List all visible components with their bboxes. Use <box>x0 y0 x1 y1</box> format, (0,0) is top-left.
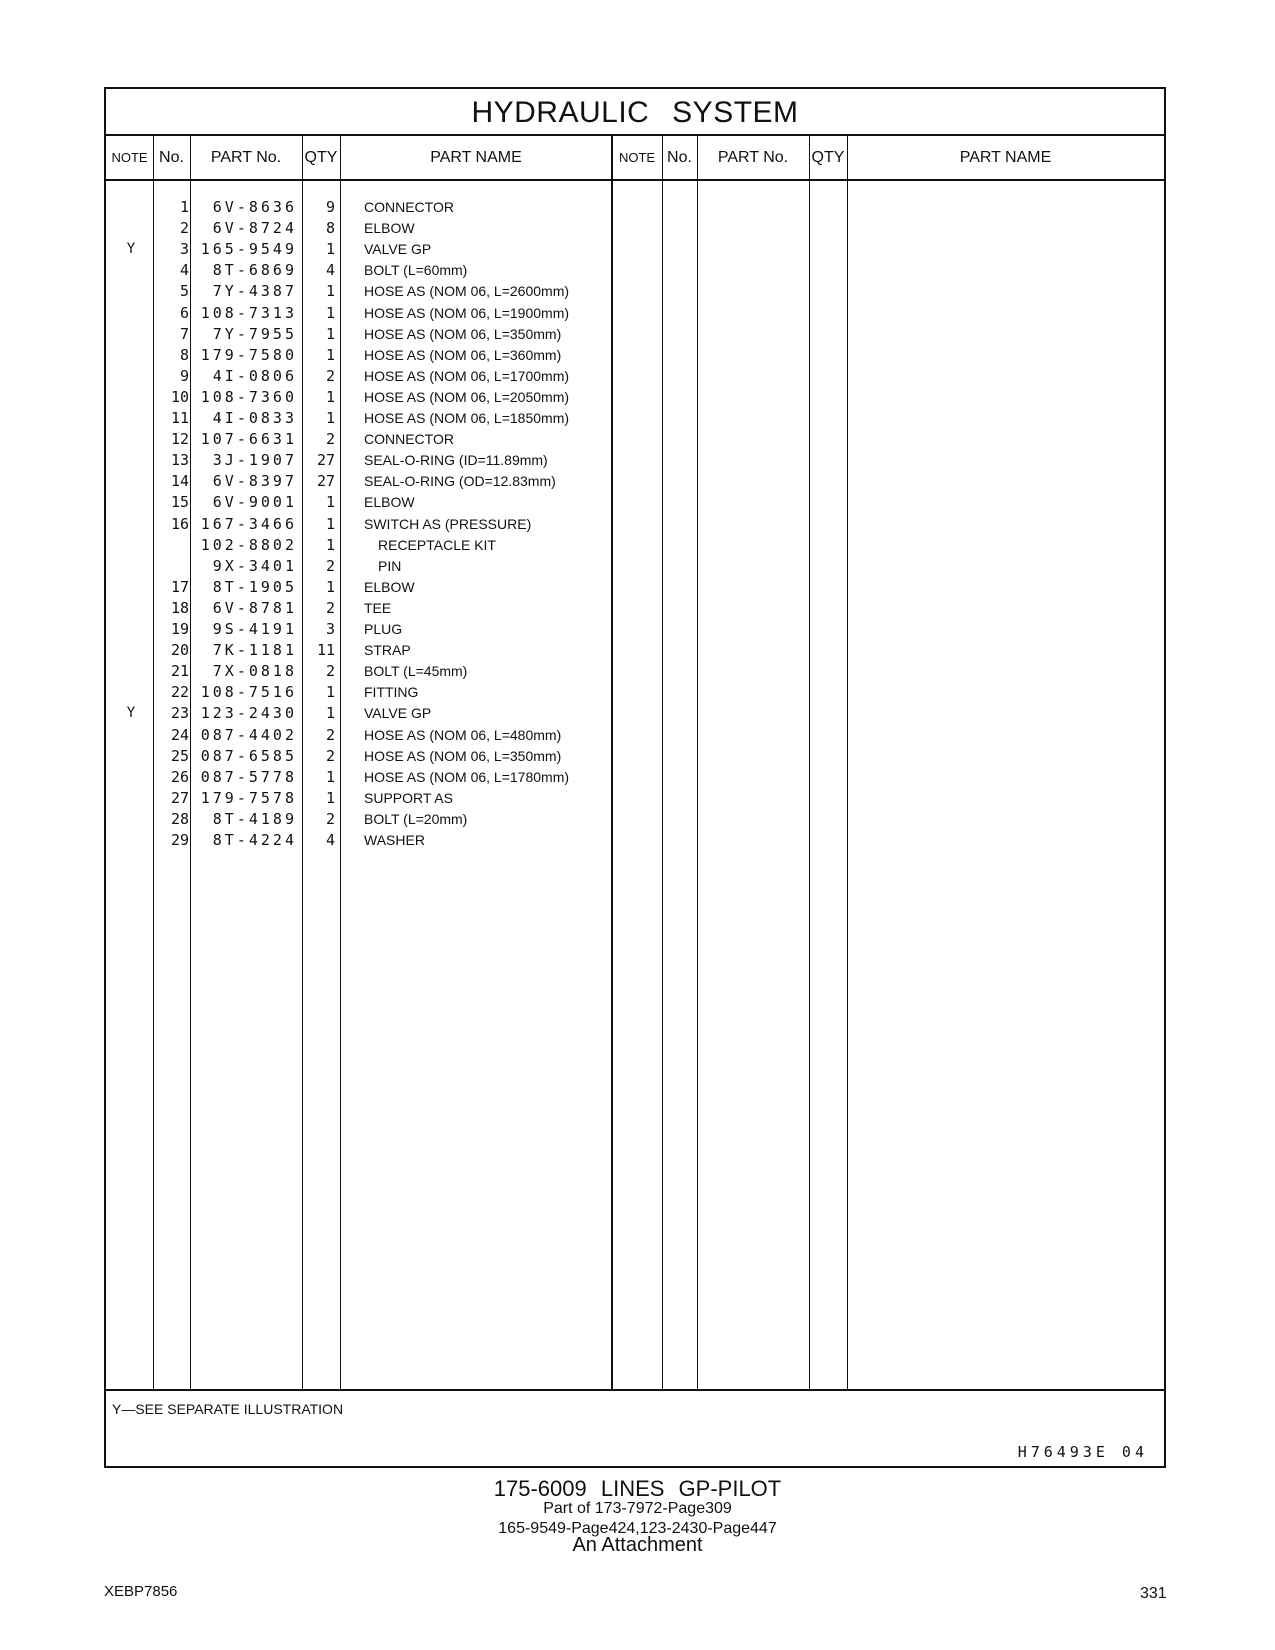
table-row <box>106 534 646 556</box>
part-number-cell: 6V-8397 <box>212 472 297 491</box>
part-number-cell: 6V-8724 <box>212 219 297 238</box>
table-row <box>106 449 646 471</box>
item-number-cell: 20 <box>170 641 189 660</box>
quantity-cell: 1 <box>325 683 335 702</box>
reference-code: H76493E 04 <box>1017 1443 1148 1461</box>
part-number-cell: 167-3466 <box>200 514 297 533</box>
quantity-cell: 1 <box>325 535 335 554</box>
quantity-cell: 2 <box>325 746 335 765</box>
header-part-name-left: PART NAME <box>430 149 522 166</box>
part-name-cell: WASHER <box>364 832 425 848</box>
quantity-cell: 2 <box>325 809 335 828</box>
table-row <box>106 660 646 682</box>
part-name-cell: HOSE AS (NOM 06, L=2600mm) <box>364 283 570 300</box>
item-number-cell: 13 <box>170 451 189 470</box>
part-name-cell: HOSE AS (NOM 06, L=350mm) <box>364 325 562 342</box>
quantity-cell: 2 <box>325 366 335 385</box>
item-number-cell: 8 <box>179 345 189 364</box>
item-number-cell: 18 <box>170 598 189 617</box>
caption-attachment: An Attachment <box>572 1534 703 1556</box>
header-no-left: No. <box>159 149 184 166</box>
table-row <box>106 407 646 429</box>
part-number-cell: 9X-3401 <box>212 556 297 575</box>
table-row <box>106 280 646 302</box>
page-number: 331 <box>1140 1585 1167 1602</box>
quantity-cell: 1 <box>325 345 335 364</box>
quantity-cell: 27 <box>316 451 335 470</box>
header-part-no-right: PART No. <box>717 149 789 166</box>
table-row <box>106 618 646 640</box>
part-number-cell: 7Y-7955 <box>212 324 297 343</box>
quantity-cell: 3 <box>325 620 335 638</box>
table-row <box>106 238 646 260</box>
quantity-cell: 1 <box>325 282 335 301</box>
part-name-cell: HOSE AS (NOM 06, L=2050mm) <box>364 388 570 405</box>
part-name-cell: HOSE AS (NOM 06, L=1700mm) <box>364 367 570 384</box>
item-number-cell: 17 <box>170 577 189 596</box>
part-number-cell: 102-8802 <box>200 535 297 554</box>
part-number-cell: 087-6585 <box>200 746 297 765</box>
item-number-cell: 19 <box>170 620 189 638</box>
item-number-cell: 7 <box>179 324 189 343</box>
caption-group-title: 175-6009 LINES GP-PILOT <box>493 1476 782 1501</box>
item-number-cell: 22 <box>170 683 189 702</box>
part-name-cell: HOSE AS (NOM 06, L=480mm) <box>364 726 562 743</box>
part-name-cell: VALVE GP <box>364 705 432 722</box>
part-number-cell: 6V-9001 <box>212 493 297 512</box>
quantity-cell: 1 <box>325 240 335 259</box>
item-number-cell: 1 <box>179 198 189 216</box>
item-number-cell: 26 <box>170 767 189 786</box>
part-name-cell: HOSE AS (NOM 06, L=1850mm) <box>364 410 570 426</box>
part-number-cell: 165-9549 <box>200 240 297 259</box>
quantity-cell: 1 <box>325 577 335 596</box>
footer-divider <box>106 1389 1164 1391</box>
table-row <box>106 829 646 851</box>
page-title: HYDRAULIC SYSTEM <box>106 89 1164 136</box>
part-number-cell: 8T-4189 <box>212 809 297 828</box>
part-name-cell: PLUG <box>364 621 403 637</box>
table-row <box>106 323 646 345</box>
part-name-cell: SEAL-O-RING (OD=12.83mm) <box>364 473 556 490</box>
part-number-cell: 7Y-4387 <box>212 282 297 301</box>
part-name-cell: SWITCH AS (PRESSURE) <box>364 515 532 532</box>
item-number-cell: 23 <box>170 704 189 723</box>
table-row <box>106 787 646 809</box>
table-row <box>106 681 646 703</box>
part-name-cell: HOSE AS (NOM 06, L=1900mm) <box>364 304 570 321</box>
part-number-cell: 6V-8636 <box>212 198 297 216</box>
parts-table-frame <box>104 87 1166 1468</box>
part-number-cell: 8T-4224 <box>212 831 297 849</box>
part-name-cell: VALVE GP <box>364 241 432 258</box>
part-number-cell: 107-6631 <box>200 430 297 449</box>
quantity-cell: 27 <box>316 472 335 491</box>
part-name-cell: CONNECTOR <box>364 431 454 448</box>
part-number-cell: 123-2430 <box>200 704 297 723</box>
quantity-cell: 2 <box>325 598 335 617</box>
table-row <box>106 745 646 767</box>
part-name-cell: TEE <box>364 599 392 616</box>
quantity-cell: 1 <box>325 324 335 343</box>
part-number-cell: 108-7516 <box>200 683 297 702</box>
part-name-cell: ELBOW <box>364 578 415 595</box>
part-number-cell: 7X-0818 <box>212 662 297 681</box>
item-number-cell: 5 <box>179 282 189 301</box>
part-number-cell: 9S-4191 <box>212 620 297 638</box>
part-name-cell: ELBOW <box>364 494 415 511</box>
quantity-cell: 2 <box>325 556 335 575</box>
item-number-cell: 21 <box>170 662 189 681</box>
table-row <box>106 491 646 513</box>
part-name-cell: SEAL-O-RING (ID=11.89mm) <box>364 452 548 469</box>
quantity-cell: 1 <box>325 387 335 406</box>
table-row <box>106 344 646 366</box>
quantity-cell: 4 <box>325 831 335 849</box>
part-name-cell: HOSE AS (NOM 06, L=360mm) <box>364 346 562 363</box>
note-cell: Y <box>126 705 136 722</box>
item-number-cell: 25 <box>170 746 189 765</box>
table-row <box>106 808 646 830</box>
part-name-cell: HOSE AS (NOM 06, L=350mm) <box>364 747 562 764</box>
table-row <box>106 259 646 281</box>
column-divider <box>847 136 848 1389</box>
quantity-cell: 8 <box>325 219 335 238</box>
header-note-right: NOTE <box>618 150 656 165</box>
quantity-cell: 11 <box>316 641 335 660</box>
quantity-cell: 4 <box>325 261 335 280</box>
column-divider <box>662 136 663 1389</box>
part-name-cell: CONNECTOR <box>364 199 454 215</box>
quantity-cell: 2 <box>325 662 335 681</box>
header-qty-left: QTY <box>304 149 338 166</box>
item-number-cell: 16 <box>170 514 189 533</box>
table-header <box>106 136 1164 181</box>
part-name-cell: SUPPORT AS <box>364 789 453 806</box>
table-row <box>106 386 646 408</box>
column-divider <box>697 136 698 1389</box>
part-number-cell: 179-7578 <box>200 788 297 807</box>
item-number-cell: 4 <box>179 261 189 280</box>
quantity-cell: 1 <box>325 704 335 723</box>
part-number-cell: 087-4402 <box>200 725 297 744</box>
part-number-cell: 3J-1907 <box>212 451 297 470</box>
part-name-cell: BOLT (L=20mm) <box>364 810 468 827</box>
footnote: Y—SEE SEPARATE ILLUSTRATION <box>112 1401 344 1417</box>
part-name-cell: BOLT (L=60mm) <box>364 262 468 279</box>
quantity-cell: 1 <box>325 409 335 427</box>
header-qty-right: QTY <box>811 149 845 166</box>
table-row <box>106 365 646 387</box>
part-number-cell: 4I-0806 <box>212 366 297 385</box>
note-cell: Y <box>126 241 136 258</box>
header-no-right: No. <box>667 149 692 166</box>
table-row <box>106 217 646 239</box>
item-number-cell: 27 <box>170 788 189 807</box>
caption-part-of: Part of 173-7972-Page309 <box>543 1500 732 1517</box>
item-number-cell: 24 <box>170 725 189 744</box>
item-number-cell: 6 <box>179 303 189 322</box>
part-name-cell: STRAP <box>364 642 411 659</box>
quantity-cell: 2 <box>325 725 335 744</box>
quantity-cell: 1 <box>325 303 335 322</box>
part-name-cell: FITTING <box>364 684 419 701</box>
part-name-cell: ELBOW <box>364 220 415 237</box>
part-number-cell: 7K-1181 <box>212 641 297 660</box>
item-number-cell: 10 <box>170 387 189 406</box>
table-row <box>106 470 646 492</box>
item-number-cell: 3 <box>179 240 189 259</box>
quantity-cell: 1 <box>325 514 335 533</box>
item-number-cell: 15 <box>170 493 189 512</box>
quantity-cell: 1 <box>325 767 335 786</box>
quantity-cell: 2 <box>325 430 335 449</box>
table-row <box>106 302 646 324</box>
table-row <box>106 196 646 218</box>
item-number-cell: 14 <box>170 472 189 491</box>
part-number-cell: 8T-1905 <box>212 577 297 596</box>
quantity-cell: 1 <box>325 493 335 512</box>
table-row <box>106 513 646 535</box>
item-number-cell: 29 <box>170 831 189 849</box>
table-row <box>106 576 646 598</box>
part-name-cell: BOLT (L=45mm) <box>364 663 468 680</box>
table-row <box>106 639 646 661</box>
part-name-cell: HOSE AS (NOM 06, L=1780mm) <box>364 768 570 785</box>
part-number-cell: 179-7580 <box>200 345 297 364</box>
table-row <box>106 724 646 746</box>
table-row <box>106 766 646 788</box>
part-number-cell: 108-7313 <box>200 303 297 322</box>
header-note-left: NOTE <box>111 150 148 165</box>
item-number-cell: 9 <box>179 366 189 385</box>
part-name-cell: PIN <box>378 557 402 574</box>
part-number-cell: 4I-0833 <box>212 409 297 427</box>
part-number-cell: 6V-8781 <box>212 598 297 617</box>
part-number-cell: 8T-6869 <box>212 261 297 280</box>
header-part-no-left: PART No. <box>210 149 282 166</box>
part-number-cell: 108-7360 <box>200 387 297 406</box>
item-number-cell: 28 <box>170 809 189 828</box>
column-divider <box>809 136 810 1389</box>
table-row <box>106 428 646 450</box>
item-number-cell: 12 <box>170 430 189 449</box>
quantity-cell: 1 <box>325 788 335 807</box>
quantity-cell: 9 <box>325 198 335 216</box>
table-row <box>106 597 646 619</box>
table-row <box>106 702 646 724</box>
part-name-cell: RECEPTACLE KIT <box>378 536 496 553</box>
part-number-cell: 087-5778 <box>200 767 297 786</box>
item-number-cell: 2 <box>179 219 189 238</box>
caption-page-refs: 165-9549-Page424,123-2430-Page447 <box>498 1520 777 1537</box>
header-part-name-right: PART NAME <box>959 149 1052 166</box>
item-number-cell: 11 <box>170 409 189 427</box>
table-row <box>106 555 646 577</box>
document-id: XEBP7856 <box>104 1583 178 1600</box>
